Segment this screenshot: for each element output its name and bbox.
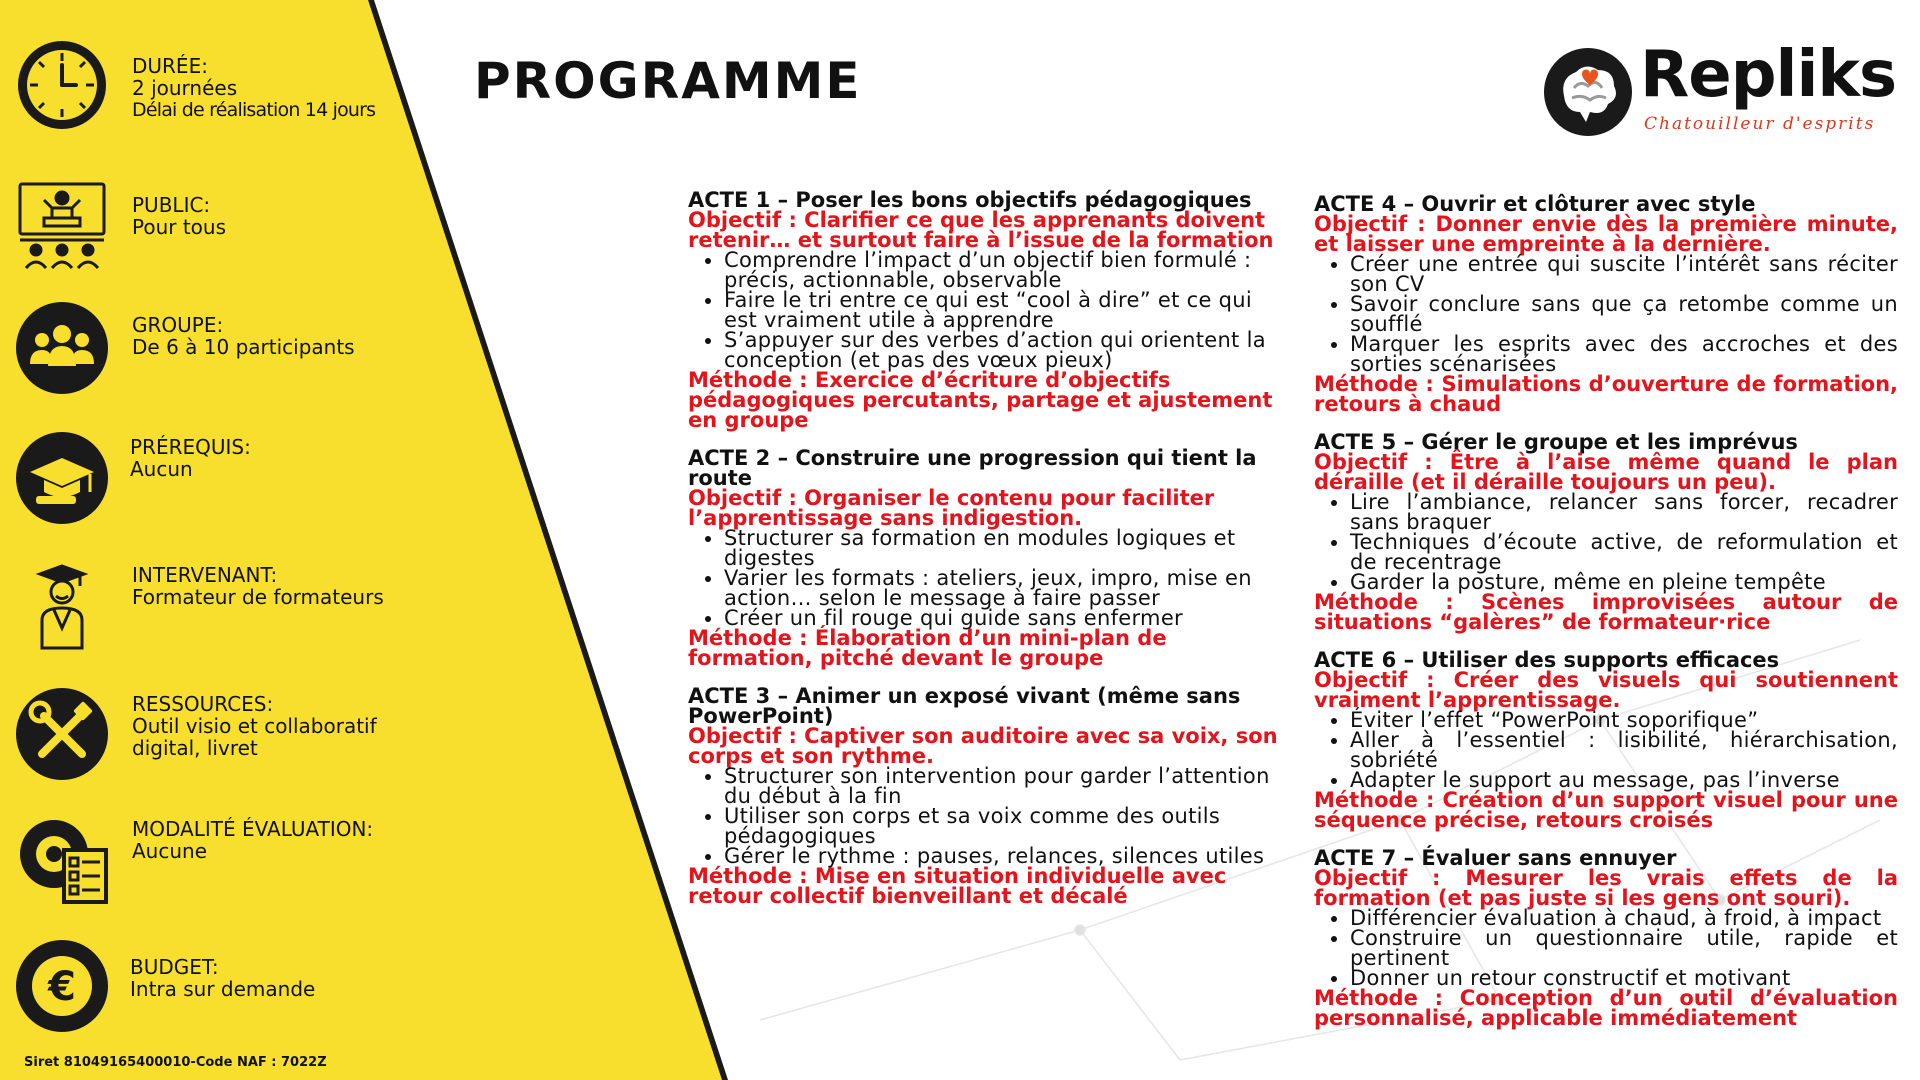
act-bullet: • Construire un questionnaire utile, rapide et pertinent: [1350, 928, 1898, 968]
info-value: Intra sur demande: [130, 977, 316, 1001]
info-value: De 6 à 10 participants: [132, 335, 355, 359]
act-bullet: • Gérer le rythme : pauses, relances, silences utiles: [724, 846, 1288, 866]
act-block: [1314, 848, 1898, 1028]
info-prerequisites: [0, 420, 420, 530]
sidebar-yellow-panel: [0, 0, 722, 1080]
svg-text:€: €: [48, 964, 76, 1010]
act-bullet: • Comprendre l’impact d’un objectif bien formulé : précis, actionnable, observable: [724, 250, 1288, 290]
brand-name: Repliks: [1640, 38, 1897, 112]
act-block: [1314, 194, 1898, 414]
act-title: ACTE 2 – Construire une progression qui tient la route: [688, 446, 1257, 490]
act-bullet: • Varier les formats : ateliers, jeux, impro, mise en action… selon le message à faire passer: [724, 568, 1288, 608]
act-bullet: • Structurer sa formation en modules logiques et digestes: [724, 528, 1288, 568]
act-objective: Objectif : Donner envie dès la première minute, et laisser une empreinte à la dernière.: [1314, 212, 1898, 256]
evaluation-icon: [14, 810, 110, 906]
act-bullet: • Marquer les esprits avec des accroches et des sorties scénarisées: [1350, 334, 1898, 374]
act-method: Méthode : Mise en situation individuelle avec retour collectif bienveillant et décalé: [688, 864, 1227, 908]
act-method: Méthode : Scènes improvisées autour de situations “galères” de formateur·rice: [1314, 590, 1898, 634]
brain-logo-icon: [1540, 44, 1636, 140]
info-label: BUDGET:: [130, 955, 219, 979]
act-title: ACTE 6 – Utiliser des supports efficaces: [1314, 648, 1780, 672]
act-objective: Objectif : Clarifier ce que les apprenants doivent retenir… et surtout faire à l’issue de la formation: [688, 208, 1274, 252]
euro-icon: [14, 938, 110, 1034]
act-bullet: • Adapter le support au message, pas l’inverse: [1350, 770, 1898, 790]
info-duration: [0, 27, 420, 137]
info-label: MODALITÉ ÉVALUATION:: [132, 817, 374, 841]
act-objective: Objectif : Captiver son auditoire avec sa voix, son corps et son rythme.: [688, 724, 1278, 768]
act-block: [1314, 650, 1898, 830]
act-bullet: • Différencier évaluation à chaud, à froid, à impact: [1350, 908, 1898, 928]
program-column-right: [1314, 194, 1898, 1046]
act-bullet: • Utiliser son corps et sa voix comme des outils pédagogiques: [724, 806, 1288, 846]
info-speaker: [0, 548, 420, 658]
act-method: Méthode : Élaboration d’un mini-plan de formation, pitché devant le groupe: [688, 626, 1167, 670]
brand-logo: [1540, 38, 1897, 144]
act-bullet: • Garder la posture, même en pleine tempête: [1350, 572, 1898, 592]
presenter-audience-icon: [14, 178, 110, 274]
info-evaluation: [0, 800, 420, 910]
act-method: Méthode : Simulations d’ouverture de formation, retours à chaud: [1314, 372, 1898, 416]
brand-tagline: Chatouilleur d'esprits: [1644, 114, 1876, 134]
act-title: ACTE 5 – Gérer le groupe et les imprévus: [1314, 430, 1798, 454]
tools-icon: [14, 686, 110, 782]
act-block: [688, 448, 1288, 668]
info-label: PUBLIC:: [132, 193, 211, 217]
act-title: ACTE 3 – Animer un exposé vivant (même sans PowerPoint): [688, 684, 1241, 728]
act-method: Méthode : Conception d’un outil d’évaluation personnalisé, applicable immédiatement: [1314, 986, 1898, 1030]
act-bullet: • Donner un retour constructif et motivant: [1350, 968, 1898, 988]
info-budget: [0, 928, 420, 1038]
act-bullet: • Techniques d’écoute active, de reformulation et de recentrage: [1350, 532, 1898, 572]
act-bullet: • Savoir conclure sans que ça retombe comme un soufflé: [1350, 294, 1898, 334]
info-label: PRÉREQUIS:: [130, 435, 251, 459]
page-title: PROGRAMME: [474, 52, 862, 110]
info-value: Aucune: [132, 839, 208, 863]
act-method: Méthode : Création d’un support visuel pour une séquence précise, retours croisés: [1314, 788, 1898, 832]
act-bullet: • S’appuyer sur des verbes d’action qui orientent la conception (et pas des vœux pieux): [724, 330, 1288, 370]
act-objective: Objectif : Créer des visuels qui soutiennent vraiment l’apprentissage.: [1314, 668, 1898, 712]
act-title: ACTE 1 – Poser les bons objectifs pédagogiques: [688, 188, 1252, 212]
act-bullet: • Créer un fil rouge qui guide sans enfermer: [724, 608, 1288, 628]
info-label: RESSOURCES:: [132, 692, 274, 716]
info-resources: [0, 676, 420, 786]
act-bullet: • Lire l’ambiance, relancer sans forcer, recadrer sans braquer: [1350, 492, 1898, 532]
act-title: ACTE 7 – Évaluer sans ennuyer: [1314, 846, 1677, 870]
act-bullet: • Créer une entrée qui suscite l’intérêt sans réciter son CV: [1350, 254, 1898, 294]
info-value: Formateur de formateurs: [132, 585, 384, 609]
info-value: Pour tous: [132, 215, 227, 239]
act-block: [688, 686, 1288, 906]
info-label: GROUPE:: [132, 313, 224, 337]
act-objective: Objectif : Être à l’aise même quand le plan déraille (et il déraille toujours un peu).: [1314, 450, 1898, 494]
act-block: [1314, 432, 1898, 632]
trainer-icon: [14, 558, 110, 654]
act-block: [688, 190, 1288, 430]
info-label: INTERVENANT:: [132, 563, 278, 587]
clock-icon: [14, 37, 110, 133]
info-value: digital, livret: [132, 736, 258, 760]
group-icon: [14, 300, 110, 396]
act-bullet: • Faire le tri entre ce qui est “cool à dire” et ce qui est vraiment utile à apprendre: [724, 290, 1288, 330]
act-bullet: • Structurer son intervention pour garder l’attention du début à la fin: [724, 766, 1288, 806]
info-group: [0, 290, 420, 400]
info-value: 2 journées: [132, 76, 238, 100]
act-objective: Objectif : Mesurer les vrais effets de la formation (et pas juste si les gens ont souri).: [1314, 866, 1898, 910]
info-public: [0, 168, 420, 278]
info-label: DURÉE:: [132, 54, 208, 78]
program-column-left: [688, 190, 1288, 924]
act-bullet: • Aller à l’essentiel : lisibilité, hiérarchisation, sobriété: [1350, 730, 1898, 770]
graduation-cap-icon: [14, 430, 110, 526]
act-title: ACTE 4 – Ouvrir et clôturer avec style: [1314, 192, 1756, 216]
act-bullet: • Éviter l’effet “PowerPoint soporifique”: [1350, 710, 1898, 730]
info-value: Délai de réalisation 14 jours: [132, 99, 376, 121]
info-value: Aucun: [130, 457, 193, 481]
info-value: Outil visio et collaboratif: [132, 714, 377, 738]
act-objective: Objectif : Organiser le contenu pour faciliter l’apprentissage sans indigestion.: [688, 486, 1215, 530]
siret-footer: Siret 81049165400010-Code NAF : 7022Z: [24, 1055, 327, 1070]
act-method: Méthode : Exercice d’écriture d’objectifs pédagogiques percutants, partage et ajustement en groupe: [688, 368, 1273, 432]
